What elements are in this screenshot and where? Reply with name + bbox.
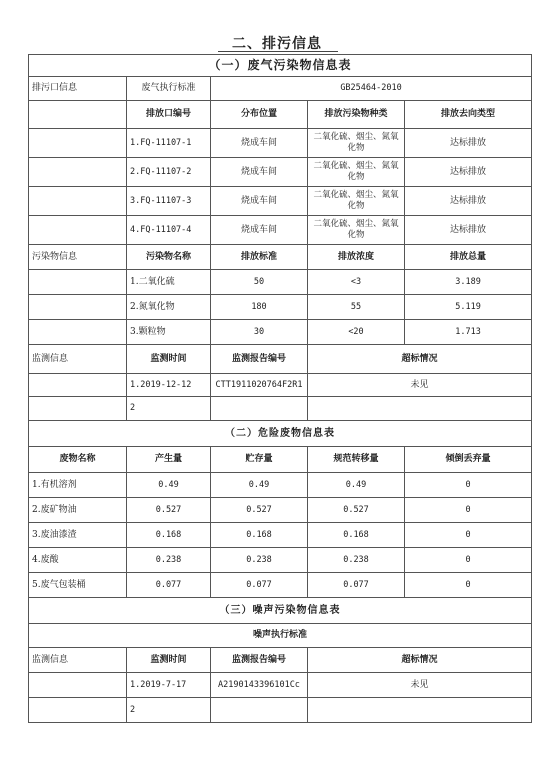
table-row xyxy=(29,498,532,523)
waste-transferred: 0.238 xyxy=(308,548,405,573)
table-row xyxy=(29,573,532,598)
outlet-info-label: 排污口信息 xyxy=(29,77,127,101)
outlet-destination: 达标排放 xyxy=(405,187,532,216)
noise-monitor-time: 2 xyxy=(127,698,211,723)
table-row xyxy=(29,473,532,498)
blank-cell xyxy=(29,216,127,245)
header-destination: 排放去向类型 xyxy=(405,101,532,129)
outlet-id: 3.FQ-11107-3 xyxy=(127,187,211,216)
monitor-time: 1.2019-12-12 xyxy=(127,374,211,397)
header-report-number: 监测报告编号 xyxy=(211,345,308,374)
outlet-pollutants: 二氧化硫、烟尘、氮氧化物 xyxy=(308,187,405,216)
table-row xyxy=(29,158,532,187)
blank-cell xyxy=(29,374,127,397)
noise-monitoring-label: 监测信息 xyxy=(29,648,127,673)
pollutant-name: 1.二氧化硫 xyxy=(127,270,211,295)
pollution-info-table xyxy=(28,54,532,723)
monitoring-info-label: 监测信息 xyxy=(29,345,127,374)
noise-table-title: （三）噪声污染物信息表 xyxy=(29,598,532,624)
header-waste-name: 废物名称 xyxy=(29,447,127,473)
waste-name: 4.废酸 xyxy=(29,548,127,573)
outlet-location: 烧成车间 xyxy=(211,216,308,245)
blank-cell xyxy=(29,295,127,320)
page-title: 二、排污信息 xyxy=(232,36,322,52)
waste-produced: 0.49 xyxy=(127,473,211,498)
pollutant-concentration: 55 xyxy=(308,295,405,320)
noise-standard-label: 噪声执行标准 xyxy=(29,624,532,648)
blank-cell xyxy=(29,158,127,187)
header-pollutant-types: 排放污染物种类 xyxy=(308,101,405,129)
blank-cell xyxy=(29,270,127,295)
standard-label: 废气执行标准 xyxy=(127,77,211,101)
waste-stored: 0.49 xyxy=(211,473,308,498)
pollutant-name: 3.颗粒物 xyxy=(127,320,211,345)
pollutant-standard: 50 xyxy=(211,270,308,295)
outlet-destination: 达标排放 xyxy=(405,216,532,245)
noise-report-number xyxy=(211,698,308,723)
outlet-location: 烧成车间 xyxy=(211,158,308,187)
pollutant-standard: 180 xyxy=(211,295,308,320)
waste-dumped: 0 xyxy=(405,498,532,523)
pollutant-concentration: <3 xyxy=(308,270,405,295)
header-total: 排放总量 xyxy=(405,245,532,270)
blank-cell xyxy=(29,673,127,698)
exceed-status xyxy=(308,397,532,421)
header-stored: 贮存量 xyxy=(211,447,308,473)
waste-name: 2.废矿物油 xyxy=(29,498,127,523)
blank-cell xyxy=(29,187,127,216)
monitor-time: 2 xyxy=(127,397,211,421)
waste-produced: 0.168 xyxy=(127,523,211,548)
outlet-blank-cell xyxy=(29,101,127,129)
header-noise-monitor-time: 监测时间 xyxy=(127,648,211,673)
pollutant-name: 2.氮氧化物 xyxy=(127,295,211,320)
table-row xyxy=(29,548,532,573)
header-concentration: 排放浓度 xyxy=(308,245,405,270)
waste-transferred: 0.077 xyxy=(308,573,405,598)
table-row xyxy=(29,523,532,548)
blank-cell xyxy=(29,698,127,723)
noise-monitor-time: 1.2019-7-17 xyxy=(127,673,211,698)
table-row xyxy=(29,216,532,245)
waste-dumped: 0 xyxy=(405,573,532,598)
pollutant-concentration: <20 xyxy=(308,320,405,345)
noise-exceed-status: 未见 xyxy=(308,673,532,698)
outlet-pollutants: 二氧化硫、烟尘、氮氧化物 xyxy=(308,158,405,187)
table-row xyxy=(29,698,532,723)
title-underline xyxy=(218,51,338,52)
header-exceed-status: 超标情况 xyxy=(308,345,532,374)
waste-produced: 0.077 xyxy=(127,573,211,598)
header-transferred: 规范转移量 xyxy=(308,447,405,473)
header-dumped: 倾倒丢弃量 xyxy=(405,447,532,473)
waste-stored: 0.077 xyxy=(211,573,308,598)
exceed-status: 未见 xyxy=(308,374,532,397)
pollutant-info-label: 污染物信息 xyxy=(29,245,127,270)
blank-cell xyxy=(29,320,127,345)
outlet-id: 1.FQ-11107-1 xyxy=(127,129,211,158)
table-row xyxy=(29,187,532,216)
header-location: 分布位置 xyxy=(211,101,308,129)
noise-report-number: A2190143396101Cc xyxy=(211,673,308,698)
outlet-pollutants: 二氧化硫、烟尘、氮氧化物 xyxy=(308,129,405,158)
hazardous-table-title: （二）危险废物信息表 xyxy=(29,421,532,447)
waste-name: 3.废油漆渣 xyxy=(29,523,127,548)
pollutant-standard: 30 xyxy=(211,320,308,345)
outlet-destination: 达标排放 xyxy=(405,129,532,158)
header-produced: 产生量 xyxy=(127,447,211,473)
waste-stored: 0.168 xyxy=(211,523,308,548)
standard-value: GB25464-2010 xyxy=(211,77,532,101)
waste-name: 5.废气包装桶 xyxy=(29,573,127,598)
header-emission-standard: 排放标准 xyxy=(211,245,308,270)
table-row xyxy=(29,673,532,698)
waste-dumped: 0 xyxy=(405,473,532,498)
report-number xyxy=(211,397,308,421)
waste-produced: 0.527 xyxy=(127,498,211,523)
outlet-destination: 达标排放 xyxy=(405,158,532,187)
waste-name: 1.有机溶剂 xyxy=(29,473,127,498)
air-table-title: （一）废气污染物信息表 xyxy=(29,55,532,77)
waste-transferred: 0.168 xyxy=(308,523,405,548)
pollutant-total: 1.713 xyxy=(405,320,532,345)
table-row xyxy=(29,320,532,345)
header-outlet-id: 排放口编号 xyxy=(127,101,211,129)
outlet-location: 烧成车间 xyxy=(211,187,308,216)
pollutant-total: 5.119 xyxy=(405,295,532,320)
outlet-pollutants: 二氧化硫、烟尘、氮氧化物 xyxy=(308,216,405,245)
waste-stored: 0.238 xyxy=(211,548,308,573)
table-row xyxy=(29,295,532,320)
table-row xyxy=(29,374,532,397)
pollutant-total: 3.189 xyxy=(405,270,532,295)
table-row xyxy=(29,129,532,158)
outlet-location: 烧成车间 xyxy=(211,129,308,158)
waste-transferred: 0.527 xyxy=(308,498,405,523)
header-noise-report-number: 监测报告编号 xyxy=(211,648,308,673)
report-number: CTT1911020764F2R1 xyxy=(211,374,308,397)
table-row xyxy=(29,397,532,421)
outlet-id: 2.FQ-11107-2 xyxy=(127,158,211,187)
blank-cell xyxy=(29,397,127,421)
header-monitor-time: 监测时间 xyxy=(127,345,211,374)
blank-cell xyxy=(29,129,127,158)
waste-produced: 0.238 xyxy=(127,548,211,573)
header-noise-exceed-status: 超标情况 xyxy=(308,648,532,673)
waste-transferred: 0.49 xyxy=(308,473,405,498)
noise-exceed-status xyxy=(308,698,532,723)
waste-dumped: 0 xyxy=(405,548,532,573)
table-row xyxy=(29,270,532,295)
waste-stored: 0.527 xyxy=(211,498,308,523)
waste-dumped: 0 xyxy=(405,523,532,548)
outlet-id: 4.FQ-11107-4 xyxy=(127,216,211,245)
header-pollutant-name: 污染物名称 xyxy=(127,245,211,270)
